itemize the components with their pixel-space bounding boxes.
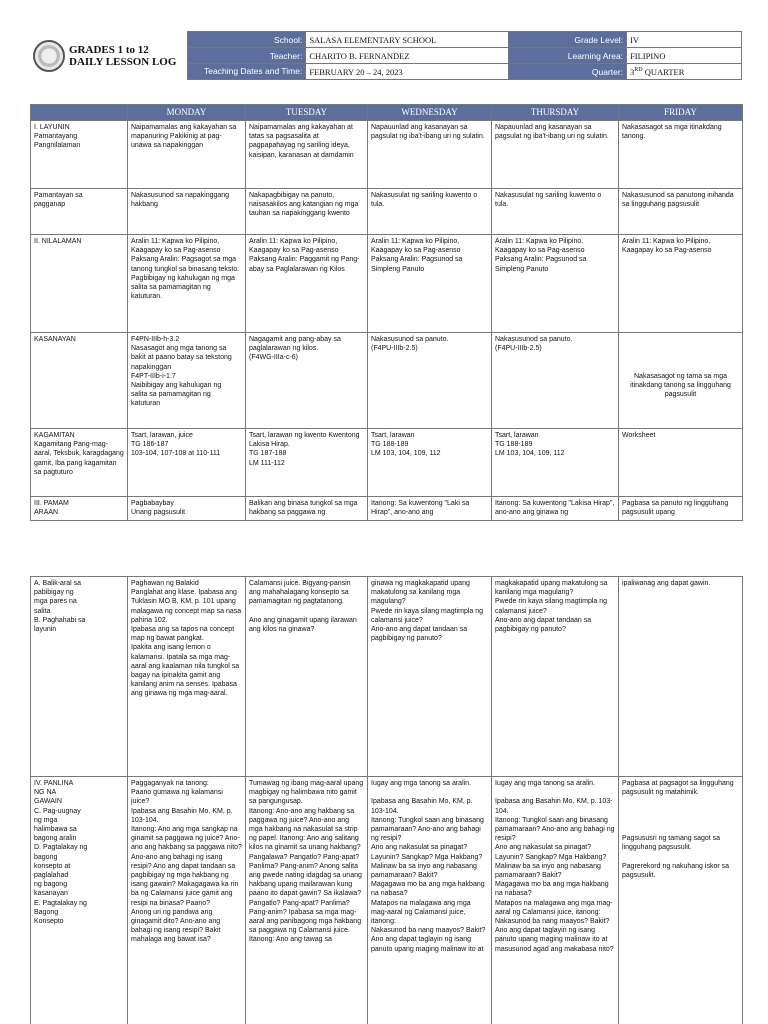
teaching-dates-label: Teaching Dates and Time: [188,64,306,80]
day-header-monday: MONDAY [128,105,246,121]
teacher-label: Teacher: [188,48,306,64]
learning-area-label: Learning Area: [509,48,627,64]
cell: Nakasasagot sa mga itinakdang tanong. [619,121,743,189]
cell: Worksheet [619,429,743,497]
cell: Naipamamalas ang kakayahan at tatas sa pagsasalita at pagpapahayag ng sariling ideya, kaisipan, karanasan at damdamin [246,121,368,189]
cell: magkakapatid upang makatulong sa kanilang mga magulang? Pwede rin kaya silang magtimpla ng calamansi juice? Ano-ano ang dapat tandaan sa pagbibigay ng panuto? [492,577,619,777]
table-row [31,189,743,235]
table-row [31,777,743,1024]
cell: Aralin 11: Kapwa ko Pilipino, Kaagapay ko sa Pag-asenso [619,235,743,333]
day-header-wednesday: WEDNESDAY [368,105,492,121]
cell: Aralin 11: Kapwa ko Pilipino, Kaagapay ko sa Pag-asenso Paksang Aralin: Pagsunod sa Simpleng Panuto [368,235,492,333]
row-label-layunin: I. LAYUNIN Pamantayang Pangnilalaman [31,121,128,189]
cell: Nakasusunod sa panutong inihanda sa lingguhang pagsusulit [619,189,743,235]
day-header-friday: FRIDAY [619,105,743,121]
cell: Iugay ang mga tanong sa aralin. Ipabasa ang Basahin Mo, KM, p. 103-104. Itanong: Tungkol saan ang binasang pamamaraan? Ano-ano ang bahagi ng resipi? Ano ang nakasulat sa pinagat? Layunin? Sangkap? Mga Hakbang? Malinaw ba sa inyo ang nabasang pamamaraan? Bakit? Magagawa mo ba ang mga hakbang na nabasa? Matapos na malagawa ang mga mag-aaral ng Calamansi juice, itanong: Nakasunod ba nang maayos? Bakit? Ano ang dapat taglayin ng isang panuto upang maging malinaw ito at [368,777,492,1024]
cell: Tumawag ng ibang mag-aaral upang magbigay ng halimbawa nito gamit sa pangungusap. Itanong: Ano-ano ang hakbang sa paggawa ng juice? Ano-ano ang mga hakbang na nakasulat sa strip ng papel. Itanong: Ano ang salitang kilos na ginamit sa unang hakbang? Pangalawa? Pangatlo? Pang-apat? Panlima? Pang-anim? Anong salita ang pwede nating idagdag sa unang hakbang upang mailarawan kung paano ito dapat gawin? Sa ikalawa? Pangatlo? Pang-apat? Panlima? Pang-anim? Ipabasa sa mga mag-aaral ang panibagong mga hakbang sa paggawa ng Calamansi juice. Itanong: Ano ang tawag sa [246,777,368,1024]
school-label: School: [188,32,306,48]
row-label-kagamitan: KAGAMITAN Kagamitang Pang-mag-aaral, Teksbuk, karagdagang gamit, Iba pang kagamitan sa pagtuturo [31,429,128,497]
teacher-value: CHARITO B. FERNANDEZ [306,48,509,64]
cell: Itanong: Sa kuwentong "Laki sa Hirap", ano-ano ang [368,497,492,521]
corner-header [31,105,128,121]
lesson-table-page2 [30,576,743,1024]
cell: Nakasusulat ng sariling kuwento o tula. [368,189,492,235]
cell: Tsart, larawan ng kwento Kwentong Lakisa Hirap. TG 187-188 LM 111-112 [246,429,368,497]
cell: Nakasusulat ng sariling kuwento o tula. [492,189,619,235]
table-row [31,235,743,333]
cell: Tsart, larawan TG 188-189 LM 103, 104, 109, 112 [492,429,619,497]
table-row [31,333,743,429]
cell: Pagbasa sa panuto ng lingguhang pagsusulit upang [619,497,743,521]
row-label-nilalaman: II. NILALAMAN [31,235,128,333]
lesson-log-header [30,31,742,80]
cell: Tsart, larawan, juice TG 186-187 103-104, 107-108 at 110-111 [128,429,246,497]
cell: Aralin 11: Kapwa ko Pilipino, Kaagapay ko sa Pag-asenso Paksang Aralin: Paggamit ng Pang-abay sa Paglalarawan ng Kilos [246,235,368,333]
cell: Balikan ang binasa tungkol sa mga hakbang sa paggawa ng [246,497,368,521]
cell: Itanong: Sa kuwentong "Lakisa Hirap", ano-ano ang ginawa ng [492,497,619,521]
cell: ginawa ng magkakapatid upang makatulong sa kanilang mga magulang? Pwede rin kaya silang magtimpla ng calamansi juice? Ano-ano ang dapat tandaan sa pagbibigay ng panuto? [368,577,492,777]
cell: Tsart, larawan TG 188-189 LM 103, 104, 109, 112 [368,429,492,497]
row-label-kasanayan: KASANAYAN [31,333,128,429]
cell: Iugay ang mga tanong sa aralin. Ipabasa ang Basahin Mo, KM, p. 103-104. Itanong: Tungkol saan ang binasang pamamaraan? Ano-ano ang bahagi ng resipi? Ano ang nakasulat sa pinagat? Layunin? Sangkap? Mga Hakbang? Malinaw ba sa inyo ang nabasang pamamaraan? Bakit? Magagawa mo ba ang mga hakbang na nabasa? Matapos na malagawa ang mga mag-aaral ng Calamansi juice, itanong: Nakasunod ba nang maayos? Bakit? Ano ang dapat taglayin ng isang panuto upang maging malinaw ito at masusunod agad ang makabasa nito? [492,777,619,1024]
quarter-value: 3RD QUARTER [627,64,742,80]
teaching-dates-value: FEBRUARY 20 – 24, 2023 [306,64,509,80]
row-label-pamamaraan: III. PAMAM ARAAN [31,497,128,521]
logo-title-line2: DAILY LESSON LOG [69,55,177,68]
cell: Nakasusunod sa panuto. (F4PU-IIIb-2.5) [368,333,492,429]
table-row [31,497,743,521]
cell: Pagbasa at pagsagot sa lingguhang pagsusulit ng matahimik. Pagsususri ng tamang sagot sa lingguhang pagsusulit. Pagrerekord ng nakuhang iskor sa pagsusulit. [619,777,743,1024]
cell: Nakasusunod sa napakinggang hakbang [128,189,246,235]
day-header-tuesday: TUESDAY [246,105,368,121]
cell: ipaliwanag ang dapat gawin. [619,577,743,777]
cell: Napauunlad ang kasanayan sa pagsulat ng iba't-ibang uri ng sulatin. [492,121,619,189]
cell: Calamansi juice. Bigyang-pansin ang mahahalagang konsepto sa pamamagitan ng pagtatanong. Ano ang ginagamit upang ilarawan ang kilos na ginawa? [246,577,368,777]
cell: Nakasusunod sa panuto. (F4PU-IIIb-2.5) [492,333,619,429]
cell: Paghawan ng Balakid Panglahat ang klase. Ipabasa ang Tuklasin MO B, KM, p. 101 upang malagawa ng concept map sa nasa pahina 102. Ipabasa ang sa tapos na concept map ng bawat pangkat. Ipakita ang isang lemon o kalamansi. Ipatala sa mga mag-aaral ang kaalaman nila tungkol sa bagay na ipinakita gamit ang kanilang anim na senses. Ipabasa ang ginawa ng mga mag-aaral. [128,577,246,777]
grade-label: Grade Level: [509,32,627,48]
row-label-balik-aral: A. Balik-aral sa pabibigay ng mga pares na salita B. Paghahabi sa layunin [31,577,128,777]
learning-area-value: FILIPINO [627,48,742,64]
cell: Pagbabaybay Unang pagsusulit [128,497,246,521]
grade-value: IV [627,32,742,48]
lesson-table-page1 [30,104,743,521]
row-label-panlinang: IV. PANLINA NG NA GAWAIN C. Pag-uugnay ng mga halimbawa sa bagong aralin D. Pagtalakay ng bagong konsepto at paglalahad ng bagong kasanayan E. Pagtalakay ng Bagong Konsepto [31,777,128,1024]
cell: Naipamamalas ang kakayahan sa mapanuring Pakikinig at pag-unawa sa napakinggan [128,121,246,189]
cell: Napauunlad ang kasanayan sa pagsulat ng iba't-ibang uri ng sulatin. [368,121,492,189]
table-row [31,429,743,497]
deped-seal-icon [33,40,65,72]
cell: F4PN-IIIb-h-3.2 Nasasagot ang mga tanong sa bakit at paano batay sa tekstong napakinggan F4PT-IIIb-i-1.7 Naibibigay ang kahulugan ng salita sa pamamagitan ng katuturan [128,333,246,429]
quarter-label: Quarter: [509,64,627,80]
cell: Aralin 11: Kapwa ko Pilipino, Kaagapay ko sa Pag-asenso Paksang Aralin: Pagsagot sa mga tanong tungkol sa binasang teksto. Pagbibigay ng kahulugan ng mga salita sa pamamagitan ng katuturan. [128,235,246,333]
table-row [31,577,743,777]
cell: Aralin 11: Kapwa ko Pilipino, Kaagapay ko sa Pag-asenso Paksang Aralin: Pagsunod sa Simpleng Panuto [492,235,619,333]
row-label-pamantayan: Pamantayan sa pagganap [31,189,128,235]
school-value: SALASA ELEMENTARY SCHOOL [306,32,509,48]
cell: Nakapagbibigay na panuto, naisasakilos ang katangian ng mga tauhan sa napakinggang kwento [246,189,368,235]
logo-block [30,32,188,80]
day-header-thursday: THURSDAY [492,105,619,121]
cell: Paggaganyak na tanong: Paano gumawa ng kalamansi juice? Ipabasa ang Basahin Mo, KM, p. 103-104. Itanong: Ano ang mga sangkap na ginamit sa paggawa ng juice? Ano-ano ang hakbang sa paggawa nito? Ano-ano ang bahagi ng isang resipi? Ano ang dapat tandaan sa pagbibigay ng mga hakbang ng isang gawain? Makagagawa ka rin ba ng Calamansi juice gamit ang resipi na binasa? Paano? Anong uri ng pandiwa ang ginagamit dito? Ano-ano ang bahagi ng isang resipi? Bakit mahalaga ang bawat isa? [128,777,246,1024]
cell: Nakasasagot ng tama sa mga itinakdang tanong sa lingguhang pagsusulit [619,333,743,429]
table-row [31,121,743,189]
logo-title-line1: GRADES 1 to 12 [69,43,149,56]
cell: Nagagamit ang pang-abay sa paglalarawan ng kilos. (F4WG-IIIa-c-6) [246,333,368,429]
